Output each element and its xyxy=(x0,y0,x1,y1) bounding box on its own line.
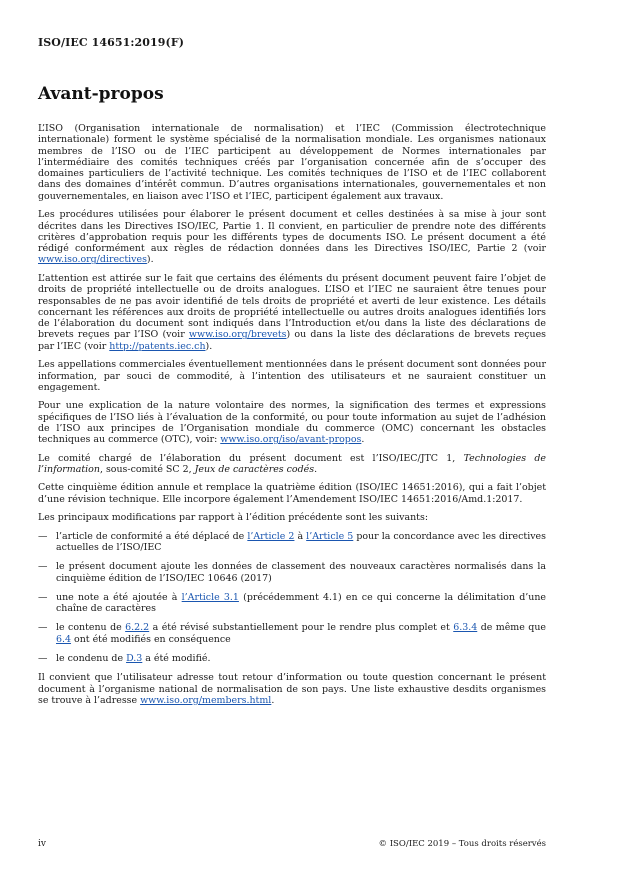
directives-link[interactable]: www.iso.org/directives xyxy=(38,254,147,266)
paragraph-text: Les procédures utilisées pour élaborer le présent document et celles destinées à sa mise à jour sont décrites dans les Directives ISO/IEC, Partie 1. Il convient, en particulier de prendre note des différents critères d’approbation requis pour les différents types de documents ISO. Le présent document a été rédigé conformément aux règles de rédaction données dans les Directives ISO/IEC, Partie 2 (voir xyxy=(38,209,546,255)
paragraph-committee xyxy=(38,453,546,476)
list-item-text: (précédemment 4.1) en ce qui concerne la délimitation d’une chaîne de caractères xyxy=(56,591,546,615)
page-title: Avant-propos xyxy=(38,84,164,104)
list-item xyxy=(38,531,546,554)
paragraph-text: L’attention est attirée sur le fait que certains des éléments du présent document peuvent faire l’objet de droits de propriété intellectuelle ou de droits analogues. L’ISO et l’IEC ne sauraient être tenues pour responsables de ne pas avoir identifié de tels droits de propriété et averti de leur existence. Les détails concernant les références aux droits de propriété intellectuelle ou autres droits analogues identifiés lors de l’élaboration du document sont indiqués dans l’Introduction et/ou dans la liste des déclarations de brevets reçues par l’ISO (voir xyxy=(38,272,546,341)
list-item-text: une note a été ajoutée à xyxy=(56,591,182,603)
iso-patents-link[interactable]: www.iso.org/brevets xyxy=(188,329,287,341)
paragraph-patents xyxy=(38,273,546,352)
list-item-text: a été révisé substantiellement pour le rendre plus complet et xyxy=(149,622,454,634)
list-item-text: ont été modifiés en conséquence xyxy=(71,633,231,645)
clause-6-3-4-link[interactable]: 6.3.4 xyxy=(453,622,478,634)
list-item xyxy=(38,622,546,645)
paragraph-trade-names: Les appellations commerciales éventuellement mentionnées dans le présent document sont données pour information, par souci de commodité, à l’intention des utilisateurs et ne sauraient constituer un engagement. xyxy=(38,359,546,393)
list-item-text: le présent document ajoute les données de classement des nouveaux caractères normalisés dans la cinquième édition de l’ISO/IEC 10646 (2017) xyxy=(56,561,546,584)
article-2-link[interactable]: l’Article 2 xyxy=(247,530,295,542)
paragraph-text: ) ou dans la liste des déclarations de brevets reçues par l’IEC (voir xyxy=(38,329,547,352)
foreword-body xyxy=(38,123,546,713)
dash-bullet: — xyxy=(38,561,48,573)
copyright-notice: © ISO/IEC 2019 – Tous droits réservés xyxy=(378,839,546,849)
list-item-text: à xyxy=(294,530,307,542)
list-item-text: le contenu de xyxy=(56,622,126,634)
article-3-1-link[interactable]: l’Article 3.1 xyxy=(181,591,239,603)
page-number: iv xyxy=(38,839,46,849)
foreword-link[interactable]: www.iso.org/iso/avant-propos xyxy=(220,434,362,446)
document-id-header: ISO/IEC 14651:2019(F) xyxy=(38,36,185,49)
list-item-text: pour la concordance avec les directives actuelles de l’ISO/IEC xyxy=(56,530,546,553)
list-item-text: l’article de conformité a été déplacé de xyxy=(56,530,248,542)
paragraph-edition: Cette cinquième édition annule et remplace la quatrième édition (ISO/IEC 14651:2016), qui a fait l’objet d’une révision technique. Elle incorpore également l’Amendement ISO/IEC 14651:2016/Amd.1:2017. xyxy=(38,482,546,505)
paragraph-text: Il convient que l’utilisateur adresse tout retour d’information ou toute question concernant le présent document à l’organisme national de normalisation de son pays. Une liste exhaustive desdits organismes se trouve à l’adresse xyxy=(38,672,546,706)
clause-6-4-link[interactable]: 6.4 xyxy=(56,633,72,645)
members-link[interactable]: www.iso.org/members.html xyxy=(140,694,272,706)
paragraph-text: . xyxy=(314,463,318,475)
clause-6-2-2-link[interactable]: 6.2.2 xyxy=(125,622,150,634)
list-item-text: de même que xyxy=(477,622,546,634)
list-item-text: le condenu de xyxy=(56,653,127,665)
paragraph-text: ). xyxy=(146,254,154,266)
paragraph-text: . xyxy=(361,434,365,446)
paragraph-text: . xyxy=(271,694,275,706)
subcommittee-title: Jeux de caractères codés xyxy=(194,463,315,475)
dash-bullet: — xyxy=(38,622,48,634)
paragraph-organisations: L’ISO (Organisation internationale de normalisation) et l’IEC (Commission électrotechnique internationale) forment le système spécialisé de la normalisation mondiale. Les organismes nationaux membres de l’ISO ou de l’IEC participent au développement de Normes internationales par l’intermédiaire des comités techniques créés par l’organisation concernée afin de s’occuper des domaines particuliers de l’activité technique. Les comités techniques de l’ISO et de l’IEC collaborent dans des domaines d’intérêt commun. D’autres organisations internationales, gouvernementales et non gouvernementales, en liaison avec l’ISO et l’IEC, participent également aux travaux. xyxy=(38,123,546,202)
paragraph-feedback xyxy=(38,672,546,706)
dash-bullet: — xyxy=(38,653,48,665)
paragraph-text: ). xyxy=(205,340,213,352)
dash-bullet: — xyxy=(38,591,48,603)
paragraph-text: Pour une explication de la nature volontaire des normes, la signification des termes et expressions spécifiques de l’ISO liés à l’évaluation de la conformité, ou pour toute information au sujet de l’adhésion de l’ISO aux principes de l’Organisation mondiale du commerce (OMC) concernant les obstacles techniques au commerce (OTC), voir: xyxy=(38,400,546,446)
list-item xyxy=(38,592,546,615)
paragraph-changes-intro: Les principaux modifications par rapport à l’édition précédente sont les suivants: xyxy=(38,512,428,524)
list-item xyxy=(38,653,546,664)
list-item xyxy=(38,561,546,584)
paragraph-text: Le comité chargé de l’élaboration du présent document est l’ISO/IEC/JTC 1, xyxy=(38,452,464,464)
committee-title: Technologies de l’information xyxy=(38,452,546,475)
annex-d-3-link[interactable]: D.3 xyxy=(126,653,143,665)
paragraph-voluntary-nature xyxy=(38,400,546,445)
iec-patents-link[interactable]: http://patents.iec.ch xyxy=(109,340,206,352)
dash-bullet: — xyxy=(38,530,48,542)
list-item-text: a été modifié. xyxy=(142,653,211,665)
paragraph-procedures xyxy=(38,209,546,265)
article-5-link[interactable]: l’Article 5 xyxy=(306,530,354,542)
changes-list xyxy=(38,531,546,665)
paragraph-text: , sous-comité SC 2, xyxy=(99,463,195,475)
